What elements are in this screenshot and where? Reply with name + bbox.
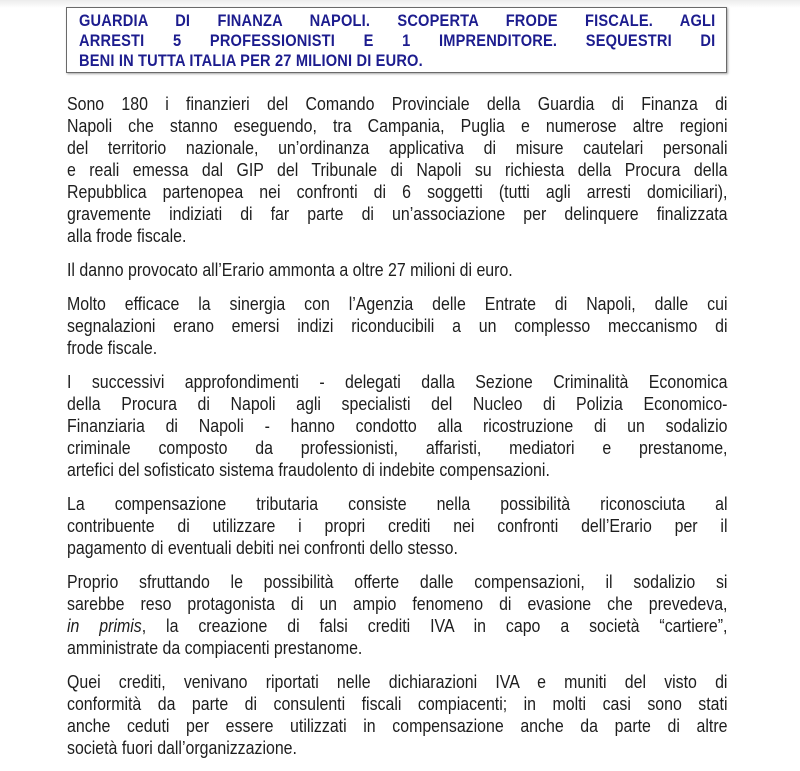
paragraph	[67, 93, 728, 247]
text-line: amministrate da compiacenti prestanome.	[67, 637, 363, 658]
paragraph	[67, 293, 728, 359]
text-line: frode fiscale.	[67, 337, 158, 358]
headline-line: BENI IN TUTTA ITALIA PER 27 MILIONI DI EURO.	[79, 51, 423, 70]
text-line: alla frode fiscale.	[67, 225, 187, 246]
text-line: Il danno provocato all’Erario ammonta a oltre 27 milioni di euro.	[67, 259, 513, 280]
text-line: artefici del sofisticato sistema fraudolento di indebite compensazioni.	[67, 459, 550, 480]
headline-line: ARRESTI 5 PROFESSIONISTI E 1 IMPRENDITORE. SEQUESTRI DI	[79, 31, 716, 50]
text-line	[67, 615, 727, 637]
paragraph	[67, 371, 728, 481]
text-line: Napoli che stanno eseguendo, tra Campania, Puglia e numerose altre regioni	[67, 115, 728, 136]
text-line: società fuori dall’organizzazione.	[67, 737, 297, 758]
text-line: del territorio nazionale, un’ordinanza applicativa di misure cautelari personali	[67, 137, 728, 158]
text-line: Molto efficace la sinergia con l’Agenzia delle Entrate di Napoli, dalle cui	[67, 293, 728, 314]
text-line: criminale composto da professionisti, affaristi, mediatori e prestanome,	[67, 437, 728, 458]
text-line: pagamento di eventuali debiti nei confronti dello stesso.	[67, 537, 458, 558]
headline-line: GUARDIA DI FINANZA NAPOLI. SCOPERTA FRODE FISCALE. AGLI	[79, 11, 716, 30]
article-body	[67, 93, 728, 771]
headline-box	[66, 7, 727, 73]
text-line: e reali emessa dal GIP del Tribunale di Napoli su richiesta della Procura della	[67, 159, 728, 180]
text-line: gravemente indiziati di far parte di un’associazione per delinquere finalizzata	[67, 203, 728, 224]
text-line: sarebbe reso protagonista di un ampio fenomeno di evasione che prevedeva,	[67, 593, 728, 614]
text-line: Finanziaria di Napoli - hanno condotto alla ricostruzione di un sodalizio	[67, 415, 728, 436]
paragraph	[67, 571, 728, 659]
text-line: Sono 180 i finanzieri del Comando Provinciale della Guardia di Finanza di	[67, 93, 728, 114]
paragraph	[67, 259, 728, 281]
italic-phrase: in primis	[67, 615, 142, 636]
text-line: I successivi approfondimenti - delegati dalla Sezione Criminalità Economica	[67, 371, 728, 392]
text-line: contribuente di utilizzare i propri crediti nei confronti dell’Erario per il	[67, 515, 728, 536]
text-line: Repubblica partenopea nei confronti di 6 soggetti (tutti agli arresti domiciliari),	[67, 181, 728, 202]
text-line: La compensazione tributaria consiste nella possibilità riconosciuta al	[67, 493, 728, 514]
paragraph	[67, 493, 728, 559]
text-line: conformità da parte di consulenti fiscali compiacenti; in molti casi sono stati	[67, 693, 728, 714]
text-line: della Procura di Napoli agli specialisti del Nucleo di Polizia Economico-	[67, 393, 728, 414]
text-line: Proprio sfruttando le possibilità offerte dalle compensazioni, il sodalizio si	[67, 571, 728, 592]
text-line: segnalazioni erano emersi indizi riconducibili a un complesso meccanismo di	[67, 315, 728, 336]
text-line-rest: , la creazione di falsi crediti IVA in capo a società “cartiere”,	[141, 615, 728, 636]
text-line: Quei crediti, venivano riportati nelle dichiarazioni IVA e muniti del visto di	[67, 671, 728, 692]
text-line: anche ceduti per essere utilizzati in compensazione anche da parte di altre	[67, 715, 728, 736]
